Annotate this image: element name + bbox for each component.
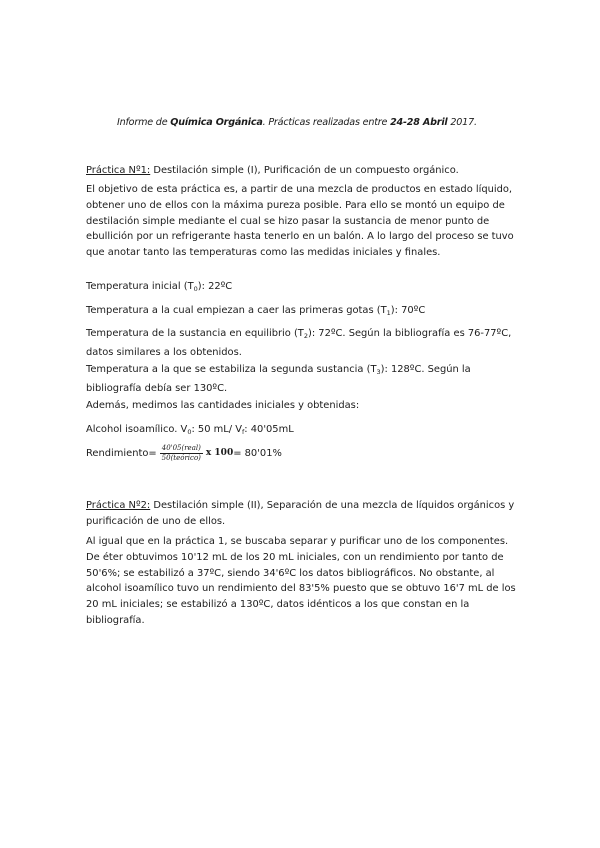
t1-sub: 1 bbox=[386, 309, 391, 317]
t0-sub: 0 bbox=[193, 285, 198, 293]
header-subject: Química Orgánica bbox=[170, 117, 263, 128]
amounts-line: Además, medimos las cantidades iniciales y obtenidas: bbox=[86, 400, 360, 411]
t0-line bbox=[86, 279, 518, 298]
header-dates: 24-28 Abril bbox=[390, 117, 448, 128]
practice2-label: Práctica Nº2: bbox=[86, 500, 151, 511]
t3-sub: 3 bbox=[376, 368, 381, 376]
t3-line bbox=[86, 362, 518, 397]
t2-line bbox=[86, 326, 518, 361]
header-year: 2017. bbox=[447, 117, 477, 128]
t1-pre: Temperatura a la cual empiezan a caer las primeras gotas (T bbox=[86, 305, 387, 316]
yield-denominator: 50(teórico) bbox=[161, 454, 201, 462]
alcohol-sub-0: 0 bbox=[187, 428, 192, 436]
practice1-intro: El objetivo de esta práctica es, a partir de una mezcla de productos en estado líquido, obtener uno de ellos con la máxima pureza posible. Para ello se montó un equipo de destilación simple mediante el cual se hizo pasar la sustancia de menor punto de ebullición por un refrigerante hasta tenerlo en un balón. A lo largo del proceso se tuvo que anotar tanto las temperaturas como las medidas iniciales y finales. bbox=[86, 184, 514, 259]
practice1-title: Destilación simple (I), Purificación de un compuesto orgánico. bbox=[150, 165, 459, 176]
yield-formula bbox=[157, 444, 234, 463]
practice2-heading bbox=[86, 498, 518, 530]
t0-pre: Temperatura inicial (T bbox=[86, 281, 194, 292]
t0-post: ): 22ºC bbox=[197, 281, 233, 292]
header-pre: Informe de bbox=[117, 117, 171, 128]
yield-label: Rendimiento= bbox=[86, 447, 157, 459]
yield-multiplier: x 100 bbox=[205, 447, 234, 458]
alcohol-mid: : 50 mL/ V bbox=[191, 424, 242, 435]
practice2-title: Destilación simple (II), Separación de una mezcla de líquidos orgánicos y purificación de uno de ellos. bbox=[86, 500, 515, 527]
alcohol-line bbox=[86, 422, 518, 441]
alcohol-pre: Alcohol isoamílico. V bbox=[86, 424, 188, 435]
yield-numerator: 40'05(real) bbox=[161, 444, 201, 452]
header-mid: . Prácticas realizadas entre bbox=[262, 117, 391, 128]
t3-post: ): 128ºC. Según la bibliografía debía ser 130ºC. bbox=[86, 364, 471, 394]
yield-fraction bbox=[160, 444, 203, 463]
practice1-label: Práctica Nº1: bbox=[86, 165, 151, 176]
t1-line bbox=[86, 303, 518, 322]
t1-post: ): 70ºC bbox=[390, 305, 426, 316]
t2-pre: Temperatura de la sustancia en equilibrio (T bbox=[86, 328, 304, 339]
practice1-heading bbox=[86, 163, 518, 179]
t2-post: ): 72ºC. Según la bibliografía es 76-77ºC, datos similares a los obtenidos. bbox=[86, 328, 512, 358]
t3-pre: Temperatura a la que se estabiliza la segunda sustancia (T bbox=[86, 364, 377, 375]
t2-sub: 2 bbox=[303, 332, 308, 340]
practice2-body: Al igual que en la práctica 1, se buscaba separar y purificar uno de los componentes. De éter obtuvimos 10'12 mL de los 20 mL iniciales, con un rendimiento por tanto de 50'6%; se estabilizó a 37ºC, siendo 34'6ºC los datos bibliográficos. No obstante, al alcohol isoamílico tuvo un rendimiento del 83'5% puesto que se obtuvo 16'7 mL de los 20 mL iniciales; se estabilizó a 130ºC, datos idénticos a los que constan en la bibliografía. bbox=[86, 536, 516, 626]
alcohol-sub-f: f bbox=[241, 428, 245, 436]
report-header bbox=[117, 117, 517, 128]
alcohol-post: : 40'05mL bbox=[244, 424, 294, 435]
yield-line bbox=[86, 444, 518, 463]
yield-result: = 80'01% bbox=[233, 447, 282, 459]
